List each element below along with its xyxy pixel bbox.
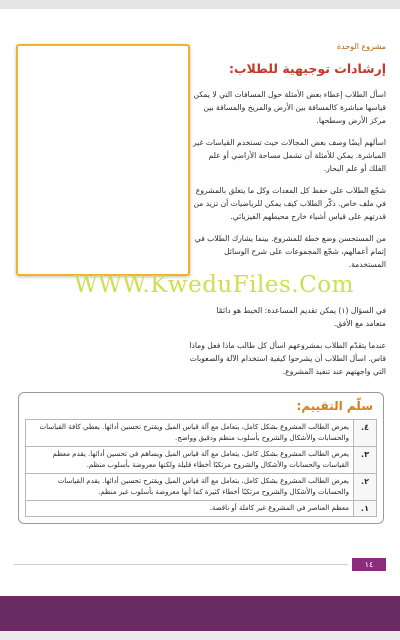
rubric-description: يعرض الطالب المشروع بشكل كامل، يتعامل مع آلة قياس الميل ويساهم في تحسين أدائها. يقدم معظم القياسات والحسابات والأشكال والشروح مرتكبًا أخطاء قليلة ولكنها معروضة بأسلوب منظم. <box>26 447 354 474</box>
footer-strip <box>0 631 400 640</box>
image-placeholder-frame <box>16 44 190 276</box>
rubric-row <box>26 447 377 474</box>
hint-paragraph: في السؤال (١) يمكن تقديم المساعدة: الخيط هو دائمًا متعامد مع الأفق. <box>216 306 386 328</box>
rubric-description: يعرض الطالب المشروع بشكل كامل، يتعامل مع آلة قياس الميل ويقترح تحسين أدائها. يقدم القياسات والحسابات والأشكال والشروح مرتكبًا أخطاء كثيرة كما أنها معروضة بأسلوب غير منظم. <box>26 474 354 501</box>
guidance-column <box>190 42 386 280</box>
guidance-paragraph-4: من المستحسن وضع خطة للمشروع. بينما يشارك الطلاب في إتمام أعمالهم، شجّع المجموعات على شرح الوسائل المستخدمة. <box>194 234 386 269</box>
rubric-score: ١. <box>354 501 377 517</box>
rubric-title: سلّم التقييم: <box>296 399 373 413</box>
rubric-description: معظم العناصر في المشروع غير كاملة أو ناقصة. <box>26 501 354 517</box>
rubric-table <box>25 419 377 517</box>
hint-block <box>14 304 386 387</box>
rubric-row <box>26 420 377 447</box>
footer-band <box>0 596 400 631</box>
guidance-paragraph-1: اسأل الطلاب إعطاء بعض الأمثلة حول المسافات التي لا يمكن قياسها مباشرة كالمسافة بين الأرض والمريخ والمسافة بين مركز الأرض وسطحها. <box>193 90 386 125</box>
guidance-paragraph-3: شجّع الطلاب على حفظ كل المعدات وكل ما يتعلق بالمشروع في ملف خاص. ذكّر الطلاب كيف يمكن للرياضيات أن تزيد من قدرتهم على قياس أشياء خارج محيطهم الفيزيائي. <box>193 186 386 221</box>
top-bar <box>0 0 400 9</box>
assessment-rubric <box>18 392 384 524</box>
rubric-score: ٤. <box>354 420 377 447</box>
watermark-text: WWW.KweduFiles.Com <box>74 272 354 298</box>
presentation-paragraph: عندما يتقدّم الطلاب بمشروعهم اسأل كل طالب ماذا فعل وماذا قاس. اسأل الطلاب أن يشرحوا كيفية استخدام الآلة والصعوبات التي واجهتهم عند تنفيذ المشروع. <box>189 341 386 376</box>
rubric-description: يعرض الطالب المشروع بشكل كامل، يتعامل مع آلة قياس الميل ويقترح تحسين أدائها. يعطي كافة القياسات والحسابات والأشكال والشروح بأسلوب منظم ودقيق وواضح. <box>26 420 354 447</box>
page-number: ١٤ <box>352 558 386 571</box>
rubric-row <box>26 474 377 501</box>
page-number-rule <box>14 564 348 565</box>
guidance-heading: إرشادات توجيهية للطلاب: <box>228 61 386 76</box>
rubric-score: ٢. <box>354 474 377 501</box>
rubric-row <box>26 501 377 517</box>
section-label: مشروع الوحدة <box>336 42 386 51</box>
guidance-paragraph-2: اسألهم أيضًا وصف بعض المجالات حيث تستخدم القياسات غير المباشرة. يمكن للأمثلة أن تشمل مساحة الأراضي أو علم الفلك أو علم البحار. <box>192 138 386 173</box>
rubric-score: ٣. <box>354 447 377 474</box>
